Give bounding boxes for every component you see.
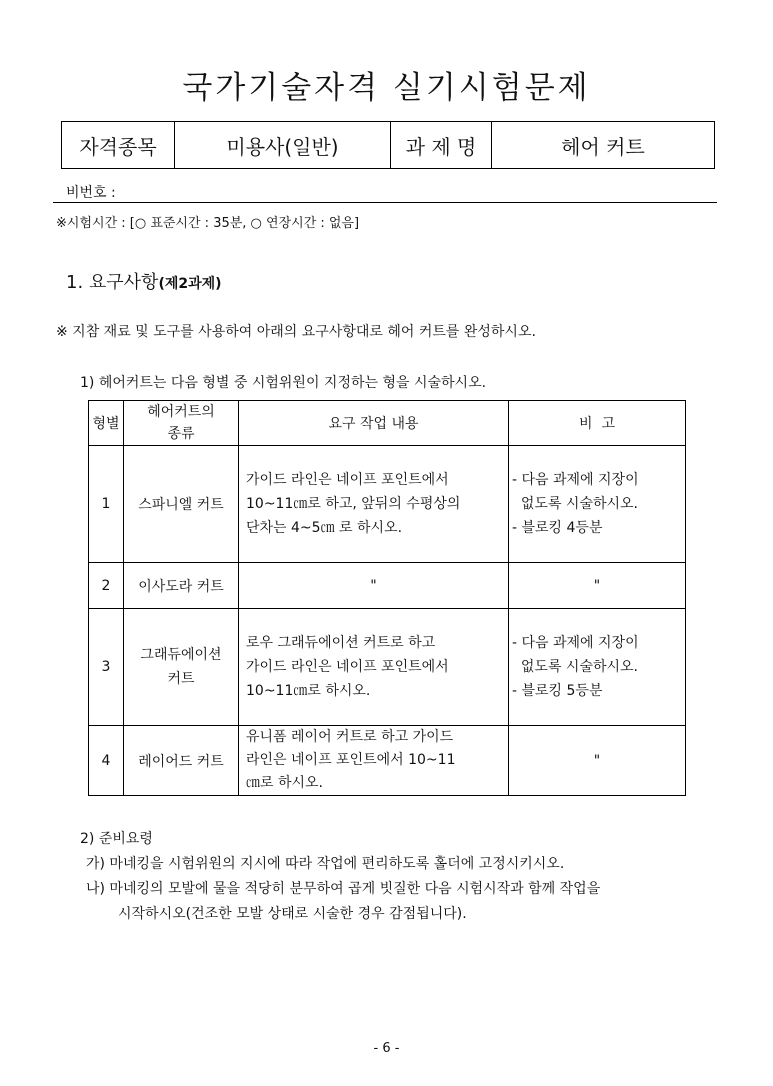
prep-item: 가) 마네킹을 시험위원의 지시에 따라 작업에 편리하도록 홀더에 고정시키시오. bbox=[86, 856, 565, 872]
header-label-subject: 자격종목 bbox=[62, 122, 175, 169]
work-line: 라인은 네이프 포인트에서 10~11 bbox=[246, 752, 456, 768]
work-line: 유니폼 레이어 커트로 하고 가이드 bbox=[246, 729, 454, 745]
work-line: 10~11㎝로 하고, 앞뒤의 수평상의 bbox=[246, 496, 461, 512]
table-row bbox=[89, 609, 686, 726]
col-header-work: 요구 작업 내용 bbox=[239, 401, 509, 446]
row-number: 4 bbox=[89, 726, 124, 796]
exam-time-line: ※시험시간 : [○ 표준시간 : 35분, ○ 연장시간 : 없음] bbox=[56, 216, 360, 231]
work-line: 가이드 라인은 네이프 포인트에서 bbox=[246, 472, 449, 488]
section-1-heading bbox=[66, 268, 222, 294]
row-kind-line2: 커트 bbox=[167, 671, 195, 687]
row-number: 1 bbox=[89, 446, 124, 563]
header-value-subject: 미용사(일반) bbox=[175, 122, 391, 169]
remark-line: 없도록 시술하시오. bbox=[512, 659, 638, 675]
col-header-type: 형별 bbox=[89, 401, 124, 446]
row-remark: " bbox=[509, 563, 686, 609]
row-kind: 레이어드 커트 bbox=[124, 726, 239, 796]
work-line: 10~11㎝로 하시오. bbox=[246, 683, 371, 699]
prep-item: 나) 마네킹의 모발에 물을 적당히 분무하여 곱게 빗질한 다음 시험시작과 함께 작업을 bbox=[86, 881, 601, 897]
table-header-row bbox=[89, 401, 686, 446]
row-work bbox=[239, 446, 509, 563]
candidate-number-label: 비번호 : bbox=[66, 185, 116, 201]
remark-line: - 블로킹 5등분 bbox=[512, 683, 603, 699]
row-number: 2 bbox=[89, 563, 124, 609]
prep-item-continued: 시작하시오(건조한 모발 상태로 시술한 경우 감점됩니다). bbox=[118, 906, 467, 922]
work-line: 가이드 라인은 네이프 포인트에서 bbox=[246, 659, 449, 675]
row-number: 3 bbox=[89, 609, 124, 726]
table-row bbox=[89, 446, 686, 563]
exam-header-table bbox=[61, 121, 715, 169]
row-work bbox=[239, 609, 509, 726]
row-remark bbox=[509, 609, 686, 726]
col-header-kind-line2: 종류 bbox=[167, 426, 195, 442]
row-kind-line1: 그래듀에이션 bbox=[140, 647, 222, 663]
header-value-task: 헤어 커트 bbox=[492, 122, 715, 169]
section-2-title: 2) 준비요령 bbox=[80, 831, 153, 847]
page-number: - 6 - bbox=[373, 1041, 400, 1056]
requirement-1: 1) 헤어커트는 다음 형별 중 시험위원이 지정하는 형을 시술하시오. bbox=[80, 375, 487, 391]
haircut-type-table bbox=[88, 400, 686, 796]
table-row bbox=[89, 563, 686, 609]
remark-line: - 다음 과제에 지장이 bbox=[512, 635, 639, 651]
row-kind: 이사도라 커트 bbox=[124, 563, 239, 609]
instruction-note: ※ 지참 재료 및 도구를 사용하여 아래의 요구사항대로 헤어 커트를 완성하시오. bbox=[56, 324, 536, 340]
divider-line bbox=[53, 202, 717, 203]
remark-line: 없도록 시술하시오. bbox=[512, 496, 638, 512]
header-label-task: 과 제 명 bbox=[391, 122, 492, 169]
col-header-remark: 비 고 bbox=[509, 401, 686, 446]
section-1-title: 1. 요구사항 bbox=[66, 272, 159, 293]
table-row bbox=[89, 726, 686, 796]
row-remark: " bbox=[509, 726, 686, 796]
row-remark bbox=[509, 446, 686, 563]
work-line: 로우 그래듀에이션 커트로 하고 bbox=[246, 635, 436, 651]
row-kind bbox=[124, 609, 239, 726]
row-work bbox=[239, 726, 509, 796]
row-work: " bbox=[239, 563, 509, 609]
col-header-kind-line1: 헤어커트의 bbox=[147, 404, 215, 420]
work-line: ㎝로 하시오. bbox=[246, 775, 323, 791]
remark-line: - 블로킹 4등분 bbox=[512, 520, 603, 536]
col-header-kind bbox=[124, 401, 239, 446]
remark-line: - 다음 과제에 지장이 bbox=[512, 472, 639, 488]
row-kind: 스파니엘 커트 bbox=[124, 446, 239, 563]
section-1-sub: (제2과제) bbox=[158, 276, 222, 292]
page-title: 국가기술자격 실기시험문제 bbox=[182, 70, 591, 106]
work-line: 단차는 4~5㎝ 로 하시오. bbox=[246, 520, 403, 536]
